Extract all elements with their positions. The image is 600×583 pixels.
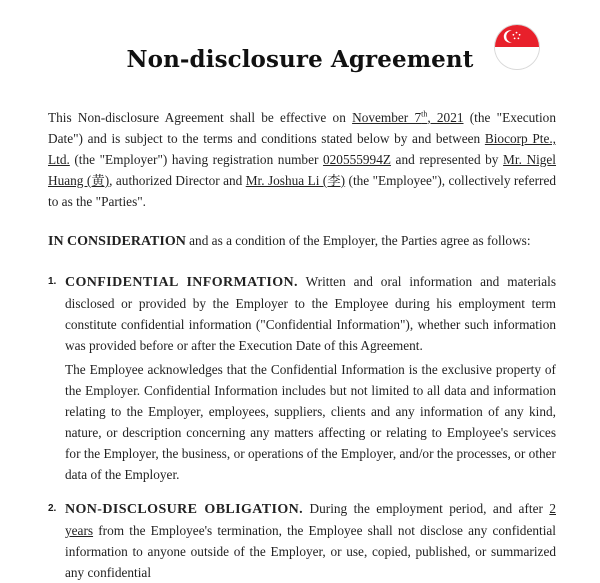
consideration-line: IN CONSIDERATION and as a condition of the Employer, the Parties agree as follows: — [48, 233, 531, 249]
clause-paragraph: NON-DISCLOSURE OBLIGATION. During the employment period, and after 2 years from the Employee's termination, the Employee shall not disclose any confidential information to anyone outside of the Employer, or use, copied, published, or summarized any confidential — [65, 501, 556, 580]
clause-number: 1. — [48, 276, 57, 287]
clause-number: 2. — [48, 503, 57, 514]
representative-name: Mr. Nigel Huang (黄) — [48, 152, 557, 188]
intro-paragraph: This Non-disclosure Agreement shall be effective on November 7th, 2021 (the "Execution Date") and is subject to the terms and conditions stated below by and between Biocorp Pte., Ltd. (the "Employer") having registration number 020555994Z and represented by Mr. Nigel Huang (黄), authorized Director and Mr. Joshua Li (李) (the "Employee"), collectively referred to as the "Parties". — [48, 109, 557, 209]
execution-date: November 7th, 2021 — [352, 109, 464, 125]
document-title: Non-disclosure Agreement — [126, 46, 474, 73]
obligation-period: 2 years — [65, 501, 556, 538]
employee-name: Mr. Joshua Li (李) — [245, 173, 346, 188]
clause-paragraph: CONFIDENTIAL INFORMATION. Written and oral information and materials disclosed or provided by the Employer to the Employee during his employment term constitute confidential information ("Confidential Information"), whether such information was provided before or after the Execution Date of this Agreement. — [65, 274, 556, 353]
clause-heading: NON-DISCLOSURE OBLIGATION. — [65, 502, 304, 517]
clause-paragraph-2: The Employee acknowledges that the Confidential Information is the exclusive property of the Employer. Confidential Information includes but not limited to all data and information relating to the Employer, employees, suppliers, clients and any information of any kind, nature, or description concerning any matters affecting or relating to Employee's services for the Employer, the business, or operations of the Employer, and/or the processes, or other data of the Employer. — [65, 362, 556, 482]
registration-number: 020555994Z — [323, 152, 391, 167]
clause-heading: CONFIDENTIAL INFORMATION. — [65, 275, 298, 290]
consideration-heading: IN CONSIDERATION — [48, 234, 186, 249]
employer-name: Biocorp Pte., Ltd. — [48, 131, 556, 167]
